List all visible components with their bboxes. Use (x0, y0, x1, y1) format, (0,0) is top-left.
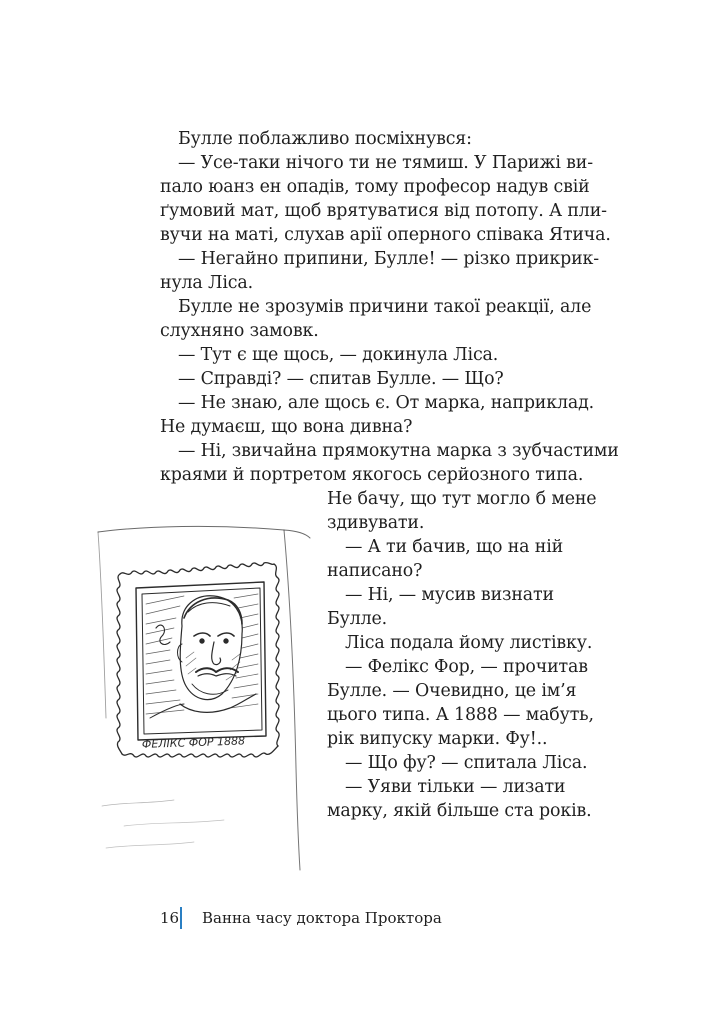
text-line-6: — Негайно припини, Булле! — різко прикрик- (178, 249, 600, 269)
stamp-caption: ФЕЛІКС ФОР 1888 (141, 734, 246, 751)
text-line-18: — А ти бачив, що на ній (345, 537, 564, 557)
text-line-13: Не думаєш, що вона дивна? (160, 417, 413, 437)
text-line-7: нула Ліса. (160, 273, 253, 293)
text-line-21: Булле. (327, 609, 388, 629)
text-line-9: слухняно замовк. (160, 321, 319, 341)
text-line-28: — Уяви тільки — лизати (345, 777, 566, 797)
text-line-19: написано? (327, 561, 423, 581)
text-line-10: — Тут є ще щось, — докинула Ліса. (178, 345, 499, 365)
text-line-25: цього типа. А 1888 — мабуть, (327, 705, 594, 725)
text-line-11: — Справді? — спитав Булле. — Що? (178, 369, 504, 389)
text-line-8: Булле не зрозумів причини такої реакції, але (178, 297, 592, 317)
text-line-24: Булле. — Очевидно, це ім’я (327, 681, 577, 701)
text-line-5: вучи на маті, слухав арії оперного співака Ятича. (160, 225, 611, 245)
footer-divider (180, 907, 182, 929)
text-line-26: рік випуску марки. Фу!.. (327, 729, 548, 749)
text-line-23: — Фелікс Фор, — прочитав (345, 657, 588, 677)
text-line-3: пало юанз ен опадів, тому професор надув свій (160, 177, 590, 197)
text-line-14: — Ні, звичайна прямокутна марка з зубчастими (178, 441, 619, 461)
text-line-2: — Усе-таки нічого ти не тямиш. У Парижі ви- (178, 153, 593, 173)
text-line-27: — Що фу? — спитала Ліса. (345, 753, 588, 773)
text-line-16: Не бачу, що тут могло б мене (327, 489, 597, 509)
text-line-29: марку, якій більше ста років. (327, 801, 592, 821)
text-line-17: здивувати. (327, 513, 425, 533)
text-line-12: — Не знаю, але щось є. От марка, наприклад. (178, 393, 595, 413)
text-line-1: Булле поблажливо посміхнувся: (178, 129, 472, 149)
text-line-4: ґумовий мат, щоб врятуватися від потопу. А пли- (160, 201, 607, 221)
text-line-20: — Ні, — мусив визнати (345, 585, 554, 605)
page-number: 16 (160, 909, 180, 927)
stamp-sketch-illustration (84, 508, 324, 878)
running-title: Ванна часу доктора Проктора (202, 909, 442, 927)
text-line-22: Ліса подала йому листівку. (345, 633, 593, 653)
text-line-15: краями й портретом якогось серйозного типа. (160, 465, 584, 485)
